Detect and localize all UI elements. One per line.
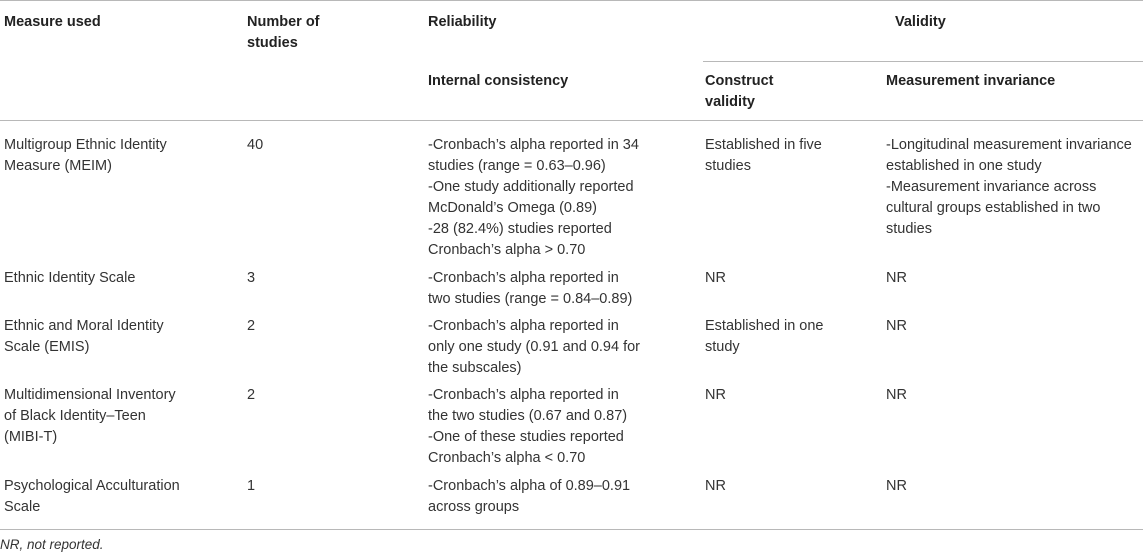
construct-validity-cell: Established in five studies <box>705 137 822 174</box>
header-reliability: Reliability <box>428 14 497 30</box>
table-footnote: NR, not reported. <box>0 537 104 552</box>
studies-cell: 2 <box>247 318 256 334</box>
measure-cell: Multidimensional Inventory of Black Identity–Teen (MIBI-T) <box>4 387 176 445</box>
measurement-invariance-cell: NR <box>886 387 907 403</box>
measurement-invariance-cell: -Longitudinal measurement invariance established in one study -Measurement invariance across cultural groups established in two studies <box>886 137 1132 237</box>
construct-validity-cell: NR <box>705 270 726 286</box>
studies-cell: 3 <box>247 270 256 286</box>
header-bottom-rule <box>0 120 1143 121</box>
header-construct-validity: Construct validity <box>705 73 774 110</box>
measure-cell: Multigroup Ethnic Identity Measure (MEIM) <box>4 137 167 174</box>
measure-cell: Psychological Acculturation Scale <box>4 478 180 515</box>
validity-subheader-rule <box>703 61 1143 62</box>
studies-cell: 1 <box>247 478 256 494</box>
internal-consistency-cell: -Cronbach’s alpha reported in only one study (0.91 and 0.94 for the subscales) <box>428 318 641 376</box>
header-measure-used: Measure used <box>4 14 101 30</box>
internal-consistency-cell: -Cronbach’s alpha reported in 34 studies (range = 0.63–0.96) -One study additionally reported McDonald’s Omega (0.89) -28 (82.4%) studies reported Cronbach’s alpha > 0.70 <box>428 137 639 258</box>
header-measurement-invariance: Measurement invariance <box>886 73 1056 89</box>
internal-consistency-cell: -Cronbach’s alpha of 0.89–0.91 across groups <box>428 478 631 515</box>
table-bottom-rule <box>0 529 1143 530</box>
header-number-of-studies: Number of studies <box>247 14 320 51</box>
internal-consistency-cell: -Cronbach’s alpha reported in two studies (range = 0.84–0.89) <box>428 270 633 307</box>
studies-cell: 40 <box>247 137 264 153</box>
header-internal-consistency: Internal consistency <box>428 73 569 89</box>
measurement-invariance-cell: NR <box>886 478 907 494</box>
measure-cell: Ethnic Identity Scale <box>4 270 136 286</box>
measurement-invariance-cell: NR <box>886 318 907 334</box>
construct-validity-cell: NR <box>705 387 726 403</box>
header-validity: Validity <box>895 14 946 30</box>
construct-validity-cell: NR <box>705 478 726 494</box>
construct-validity-cell: Established in one study <box>705 318 824 355</box>
measure-cell: Ethnic and Moral Identity Scale (EMIS) <box>4 318 164 355</box>
internal-consistency-cell: -Cronbach’s alpha reported in the two studies (0.67 and 0.87) -One of these studies reported Cronbach’s alpha < 0.70 <box>428 387 628 466</box>
table-top-rule <box>0 0 1143 1</box>
studies-cell: 2 <box>247 387 256 403</box>
measurement-invariance-cell: NR <box>886 270 907 286</box>
